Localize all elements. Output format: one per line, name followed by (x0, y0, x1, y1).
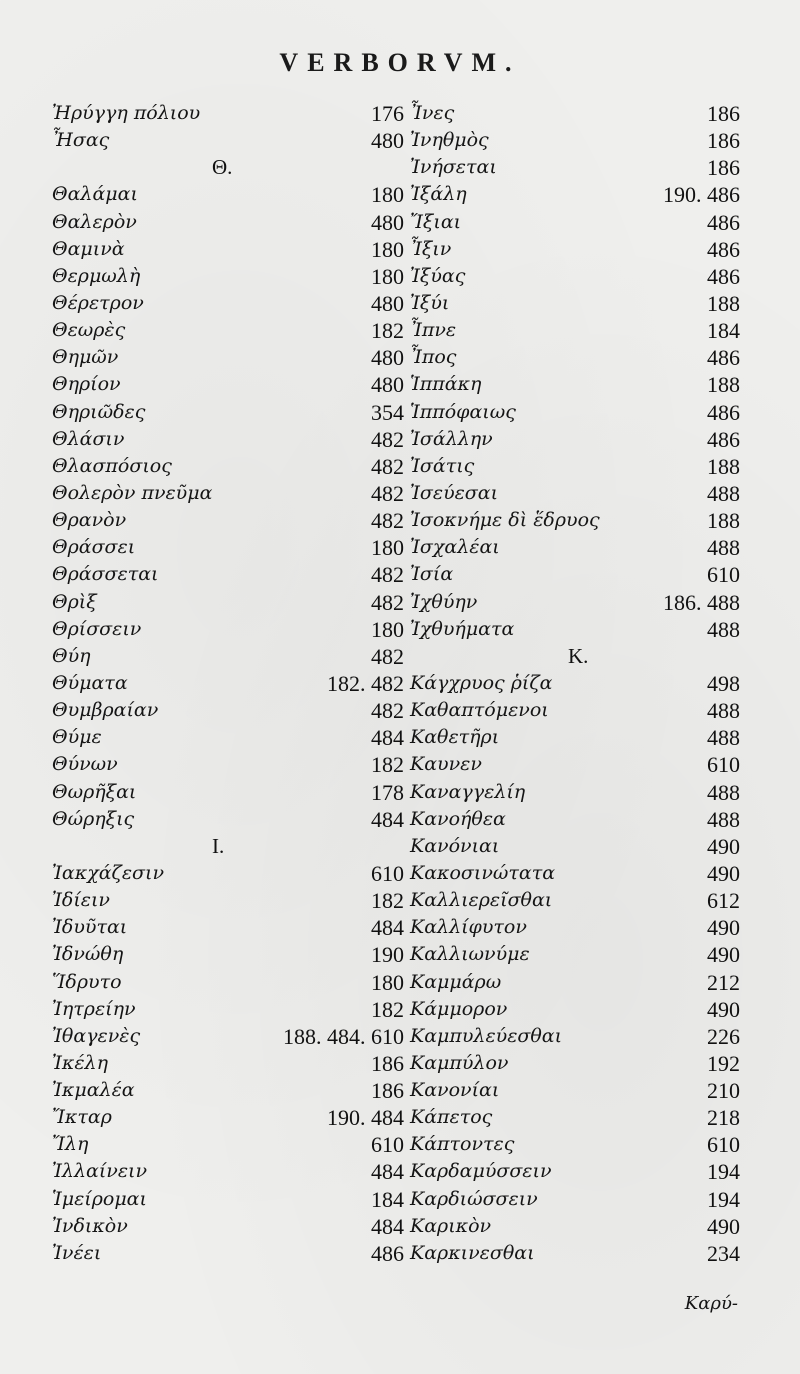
index-entry (52, 616, 404, 643)
index-entry (410, 371, 740, 398)
index-entry (52, 561, 404, 588)
index-term: Ἰχθυήματα (410, 617, 515, 640)
page-reference: 186 (371, 1078, 404, 1104)
index-entry (410, 670, 740, 697)
page-reference: 484 (371, 806, 404, 832)
index-term: Ἰδίειν (52, 889, 110, 912)
index-entry (410, 1023, 740, 1050)
page-reference: 490 (707, 860, 740, 886)
page-reference: 490 (707, 1213, 740, 1239)
index-term: Ἴκταρ (52, 1106, 112, 1129)
page-reference: 354 (371, 399, 404, 425)
index-entry (410, 996, 740, 1023)
index-term: Ἰξύας (410, 264, 466, 287)
page-reference: 186. 488 (663, 589, 740, 615)
page-reference: 484 (371, 1213, 404, 1239)
page-reference: 190 (371, 942, 404, 968)
index-entry (52, 181, 404, 208)
page-reference: 188 (707, 290, 740, 316)
page-reference: 612 (707, 888, 740, 914)
page-reference: 610 (371, 1132, 404, 1158)
index-term: Θλασπόσιος (52, 454, 172, 477)
index-entry (52, 589, 404, 616)
index-term: Κανονίαι (410, 1079, 500, 1102)
page-reference: 180 (371, 535, 404, 561)
page-reference: 610 (707, 752, 740, 778)
index-entry (52, 887, 404, 914)
index-entry (52, 860, 404, 887)
index-entry (52, 1131, 404, 1158)
index-entry (410, 1240, 740, 1267)
index-term: Ἶπος (410, 346, 457, 369)
page-reference: 212 (707, 969, 740, 995)
page-reference: 480 (371, 128, 404, 154)
index-term: Ἰδνώθη (52, 943, 124, 966)
index-term: Θυμβραίαν (52, 699, 159, 722)
page-reference: 482 (371, 426, 404, 452)
index-entry (52, 779, 404, 806)
index-term: Ἶπνε (410, 319, 457, 342)
catchword: Καρύ- (684, 1293, 738, 1314)
index-entry (52, 480, 404, 507)
index-term: Θρίσσειν (52, 617, 142, 640)
index-entry (52, 507, 404, 534)
index-entry (52, 127, 404, 154)
index-term: Ἰσία (410, 563, 454, 586)
index-entry (410, 1104, 740, 1131)
index-term: Θημῶν (52, 346, 119, 369)
index-entry (410, 290, 740, 317)
index-term: Ἰσχαλέαι (410, 536, 500, 559)
page-reference: 190. 486 (663, 182, 740, 208)
index-term: Καλλιερεῖσθαι (410, 889, 553, 912)
index-entry (410, 561, 740, 588)
index-entry (52, 724, 404, 751)
index-term: Καρκινεσθαι (410, 1241, 535, 1264)
page-reference: 498 (707, 670, 740, 696)
page-reference: 188 (707, 372, 740, 398)
page-reference: 480 (371, 290, 404, 316)
index-entry (410, 833, 740, 860)
page-reference: 484 (371, 1159, 404, 1185)
index-entry (410, 480, 740, 507)
index-term: Ἰξύι (410, 291, 450, 314)
index-entry (52, 534, 404, 561)
index-entry (52, 1240, 404, 1267)
page-reference: 210 (707, 1078, 740, 1104)
page-reference: 186 (707, 128, 740, 154)
index-entry (52, 263, 404, 290)
page-reference: 486 (707, 236, 740, 262)
index-entry (52, 1213, 404, 1240)
section-letter-row (52, 833, 404, 860)
index-term: Ἰνέει (52, 1241, 102, 1264)
index-entry (410, 344, 740, 371)
index-entry (52, 236, 404, 263)
page-reference: 486 (707, 399, 740, 425)
index-entry (410, 860, 740, 887)
index-term: Ἰνήσεται (410, 156, 497, 179)
page-reference: 480 (371, 345, 404, 371)
index-term: Θερμωλὴ (52, 264, 141, 287)
index-term: Καρδιώσσειν (410, 1187, 538, 1210)
page-reference: 186 (371, 1050, 404, 1076)
page-reference: 180 (371, 263, 404, 289)
index-term: Ἱππόφαιως (410, 400, 516, 423)
index-term: Ἱππάκη (410, 373, 482, 396)
index-term: Θαλερὸν (52, 210, 137, 233)
index-entry (52, 806, 404, 833)
index-entry (410, 1213, 740, 1240)
index-entry (52, 399, 404, 426)
section-letter-row (52, 154, 404, 181)
index-entry (52, 751, 404, 778)
index-entry (410, 1077, 740, 1104)
index-term: Ἰχθύην (410, 590, 478, 613)
index-term: Καυνεν (410, 753, 482, 776)
index-term: Ἶνες (410, 102, 455, 124)
page-reference: 488 (707, 480, 740, 506)
index-term: Ἴλη (52, 1133, 89, 1156)
index-entry (410, 589, 740, 616)
page-reference: 188. 484. 610 (283, 1023, 404, 1049)
index-entry (410, 751, 740, 778)
index-term: Θράσσει (52, 536, 136, 559)
index-entry (410, 1186, 740, 1213)
index-entry (52, 371, 404, 398)
page-reference: 486 (707, 345, 740, 371)
section-letter: Κ. (568, 643, 589, 668)
index-term: Ἰητρείην (52, 997, 136, 1020)
page-reference: 484 (371, 915, 404, 941)
index-entry (410, 209, 740, 236)
index-term: Καλλίφυτον (410, 916, 527, 939)
page-reference: 488 (707, 725, 740, 751)
index-entry (410, 399, 740, 426)
page-reference: 486 (707, 209, 740, 235)
page-reference: 610 (707, 1132, 740, 1158)
page-reference: 190. 484 (327, 1105, 404, 1131)
index-term: Θρανὸν (52, 509, 127, 532)
index-entry (52, 697, 404, 724)
index-entry (410, 1050, 740, 1077)
index-entry (410, 806, 740, 833)
index-entry (52, 670, 404, 697)
index-term: Ἱμείρομαι (52, 1187, 147, 1210)
index-column-right (410, 100, 740, 1267)
index-term: Θύη (52, 644, 91, 667)
index-entry (52, 209, 404, 236)
index-entry (52, 344, 404, 371)
page-reference: 490 (707, 833, 740, 859)
section-letter: Θ. (212, 155, 233, 180)
page-reference: 490 (707, 942, 740, 968)
index-term: Κάπετος (410, 1106, 493, 1129)
page-reference: 194 (707, 1159, 740, 1185)
index-entry (52, 453, 404, 480)
page-reference: 488 (707, 806, 740, 832)
page-reference: 184 (707, 318, 740, 344)
index-entry (410, 127, 740, 154)
page-reference: 482 (371, 562, 404, 588)
index-term: Κανοήθεα (410, 807, 506, 830)
index-term: Καναγγελίη (410, 780, 526, 803)
page-reference: 234 (707, 1240, 740, 1266)
index-term: Ἰνηθμὸς (410, 129, 489, 152)
page-reference: 180 (371, 969, 404, 995)
index-term: Θεωρὲς (52, 319, 126, 342)
page-reference: 486 (707, 426, 740, 452)
index-entry (52, 1158, 404, 1185)
index-entry (52, 1186, 404, 1213)
page-reference: 184 (371, 1186, 404, 1212)
index-term: Θαμινὰ (52, 237, 125, 260)
index-entry (52, 100, 404, 127)
index-entry (410, 534, 740, 561)
index-term: Καθετῆρι (410, 726, 500, 749)
index-term: Καμπύλον (410, 1051, 509, 1074)
index-entry (410, 914, 740, 941)
page-reference: 486 (371, 1240, 404, 1266)
index-term: Κάπτοντες (410, 1133, 515, 1156)
page-reference: 484 (371, 725, 404, 751)
index-term: Θύματα (52, 671, 128, 694)
index-entry (410, 697, 740, 724)
page-reference: 176 (371, 101, 404, 126)
index-term: Ἴξιαι (410, 210, 462, 233)
index-term: Καθαπτόμενοι (410, 699, 549, 722)
index-entry (410, 779, 740, 806)
index-term: Ἰλλαίνειν (52, 1160, 148, 1183)
page-reference: 482 (371, 589, 404, 615)
index-entry (52, 1104, 404, 1131)
index-entry (52, 1050, 404, 1077)
index-entry (52, 426, 404, 453)
index-entry (410, 263, 740, 290)
index-term: Θράσσεται (52, 563, 159, 586)
index-term: Ἰθαγενὲς (52, 1024, 141, 1047)
page-reference: 482 (371, 480, 404, 506)
page-reference: 186 (707, 101, 740, 126)
page-reference: 488 (707, 535, 740, 561)
index-entry (410, 236, 740, 263)
index-term: Ἠρύγγη πόλιου (52, 102, 201, 124)
page-reference: 486 (707, 263, 740, 289)
index-entry (410, 507, 740, 534)
index-term: Ἵδρυτο (52, 970, 122, 993)
page-reference: 488 (707, 779, 740, 805)
index-entry (410, 724, 740, 751)
index-term: Ἦσας (52, 129, 110, 152)
page-reference: 480 (371, 209, 404, 235)
index-entry (52, 1077, 404, 1104)
index-term: Ἰακχάζεσιν (52, 861, 164, 884)
index-column-left (52, 100, 404, 1267)
index-term: Ἰσεύεσαι (410, 481, 499, 504)
section-letter: Ι. (212, 833, 225, 858)
page-reference: 180 (371, 616, 404, 642)
index-term: Κάγχρυος ῥίζα (410, 671, 553, 694)
page-header: VERBORVM. (279, 48, 521, 77)
index-term: Ἰσάτις (410, 454, 475, 477)
index-term: Ἰξάλη (410, 183, 467, 206)
page-reference: 182. 482 (327, 670, 404, 696)
index-term: Καρδαμύσσειν (410, 1160, 552, 1183)
index-term: Καμπυλεύεσθαι (410, 1024, 563, 1047)
index-entry (410, 1131, 740, 1158)
index-term: Ἰνδικὸν (52, 1214, 128, 1237)
page-reference: 482 (371, 643, 404, 669)
page-reference: 482 (371, 453, 404, 479)
index-term: Θλάσιν (52, 427, 125, 450)
index-entry (410, 969, 740, 996)
index-entry (52, 941, 404, 968)
page-reference: 194 (707, 1186, 740, 1212)
index-term: Καρικὸν (410, 1214, 492, 1237)
index-entry (410, 426, 740, 453)
index-entry (410, 100, 740, 127)
index-term: Θώρηξις (52, 807, 135, 830)
index-term: Κακοσινώτατα (410, 861, 556, 884)
index-entry (52, 1023, 404, 1050)
page-reference: 188 (707, 453, 740, 479)
page-reference: 226 (707, 1023, 740, 1049)
index-entry (52, 969, 404, 996)
page-reference: 490 (707, 996, 740, 1022)
page-reference: 180 (371, 236, 404, 262)
index-term: Θολερὸν πνεῦμα (52, 481, 213, 504)
index-entry (410, 453, 740, 480)
index-entry (410, 154, 740, 181)
index-term: Καμμάρω (410, 970, 502, 993)
page-reference: 490 (707, 915, 740, 941)
page-reference: 482 (371, 698, 404, 724)
page-reference: 180 (371, 182, 404, 208)
page-reference: 480 (371, 372, 404, 398)
index-term: Κανόνιαι (410, 834, 500, 857)
page-reference: 188 (707, 508, 740, 534)
page-reference: 488 (707, 616, 740, 642)
page-reference: 218 (707, 1105, 740, 1131)
index-entry (52, 290, 404, 317)
page-reference: 192 (707, 1050, 740, 1076)
index-term: Θηριῶδες (52, 400, 146, 423)
section-letter-row (410, 643, 740, 670)
index-term: Θρὶξ (52, 590, 97, 613)
page-reference: 182 (371, 888, 404, 914)
page-reference: 182 (371, 318, 404, 344)
index-entry (410, 1158, 740, 1185)
index-term: Κάμμορον (410, 997, 508, 1020)
index-entry (410, 941, 740, 968)
index-entry (410, 616, 740, 643)
page-reference: 182 (371, 996, 404, 1022)
index-entry (52, 914, 404, 941)
index-term: Θύμε (52, 726, 102, 749)
index-term: Θηρίον (52, 373, 121, 396)
index-entry (410, 181, 740, 208)
index-entry (410, 887, 740, 914)
index-term: Ἰκέλη (52, 1051, 108, 1074)
index-entry (52, 317, 404, 344)
index-term: Ἰσοκνήμε δὶ ἕδρυος (410, 509, 600, 532)
page-reference: 182 (371, 752, 404, 778)
page-reference: 488 (707, 698, 740, 724)
index-term: Ἶξιν (410, 237, 452, 260)
page-reference: 178 (371, 779, 404, 805)
index-term: Ἰδυῦται (52, 916, 128, 939)
page-reference: 482 (371, 508, 404, 534)
page-reference: 186 (707, 155, 740, 181)
index-term: Ἰκμαλέα (52, 1079, 135, 1102)
index-entry (52, 643, 404, 670)
index-term: Θύνων (52, 753, 118, 776)
index-term: Ἰσάλλην (410, 427, 493, 450)
index-term: Θέρετρον (52, 291, 144, 314)
page-reference: 610 (707, 562, 740, 588)
page-reference: 610 (371, 860, 404, 886)
index-entry (52, 996, 404, 1023)
index-term: Καλλιωνύμε (410, 943, 530, 966)
index-term: Θαλάμαι (52, 183, 138, 206)
index-entry (410, 317, 740, 344)
index-term: Θωρῆξαι (52, 780, 137, 803)
